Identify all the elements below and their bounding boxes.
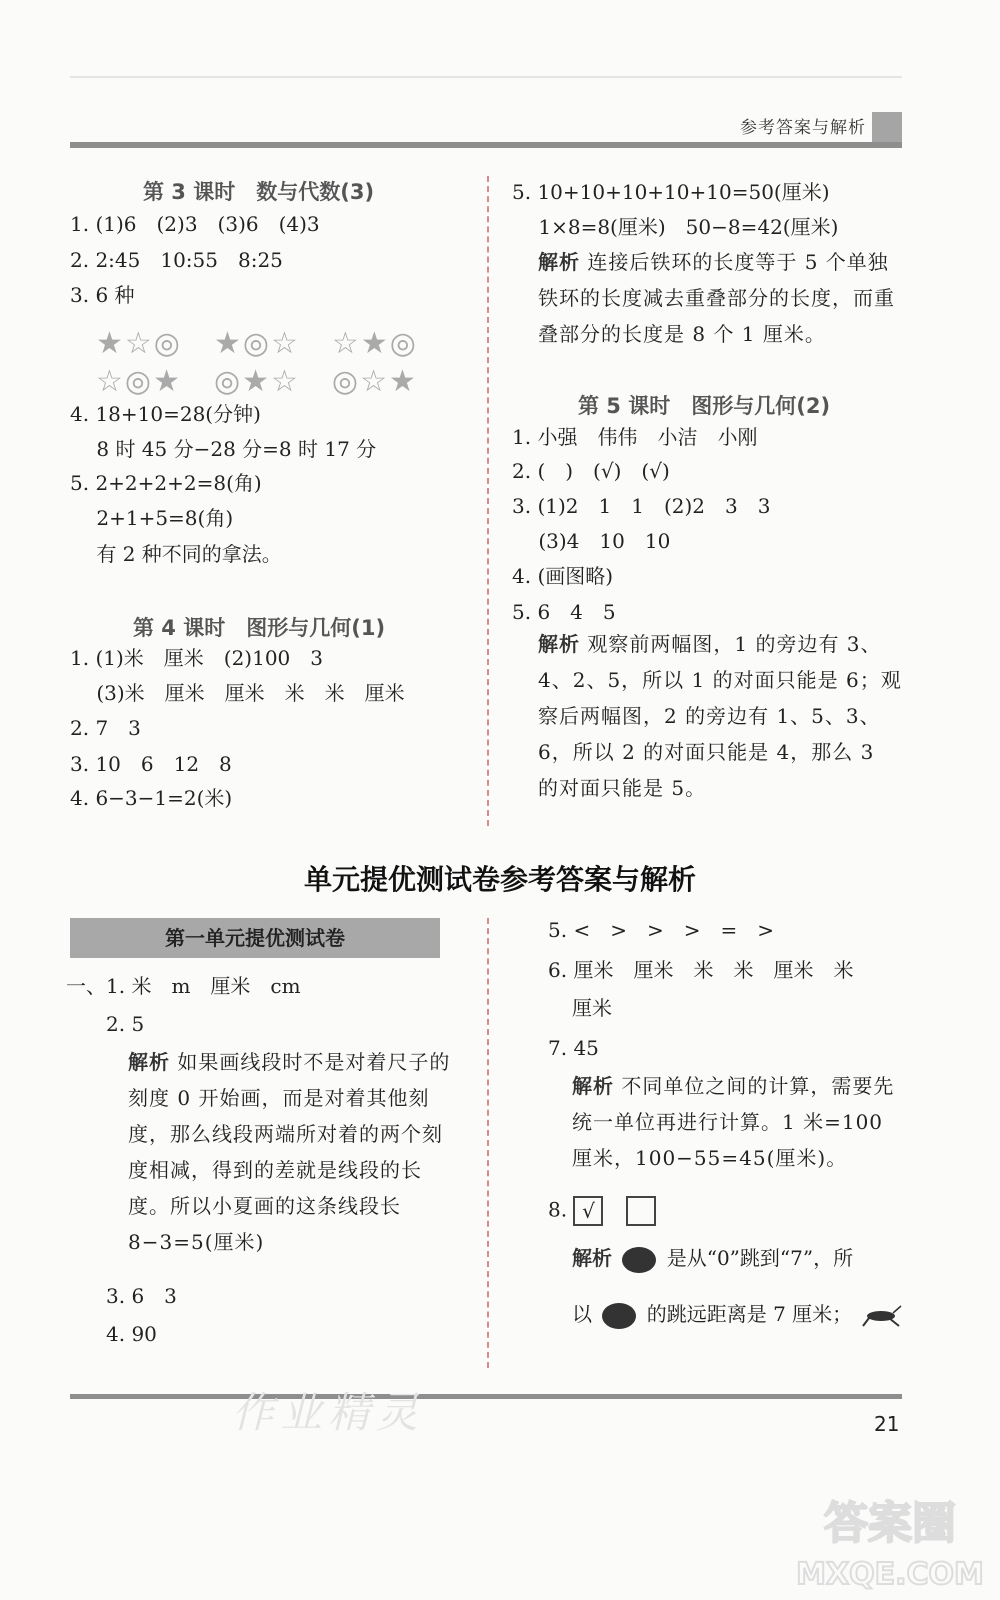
lesson5-title: 第 5 课时 图形与几何(2): [578, 394, 831, 418]
unit-q8-jiexi-a: 是从“0”跳到“7”，所: [666, 1246, 854, 1270]
unit-q1: 一、1. 米 m 厘米 cm: [66, 974, 301, 998]
stars-row-1: ★☆◎ ★◎☆ ☆★◎: [96, 326, 418, 361]
unit-q8-jiexi-line2: [572, 1302, 903, 1329]
l4-line-2: (3)米 厘米 厘米 米 米 厘米: [70, 681, 405, 705]
unit-q7-jiexi-text: 不同单位之间的计算，需要先统一单位再进行计算。1 米=100 厘米，100−55=45(厘米)。: [572, 1074, 895, 1170]
l3-line-7: 2+1+5=8(角): [70, 506, 234, 530]
unit-q7-jiexi-label: 解析: [572, 1074, 614, 1098]
l5-line-6: 5. 6 4 5: [512, 600, 616, 624]
l4-line-5: 4. 6−3−1=2(米): [70, 786, 233, 810]
l5-jiexi-text: 观察前两幅图，1 的旁边有 3、4、2、5，所以 1 的对面只能是 6；观察后两幅图，2 的旁边有 1、5、3、6，所以 2 的对面只能是 4，那么 3 的对面只能是 5。: [538, 632, 902, 800]
unit-q6b: 厘米: [572, 996, 612, 1020]
l3-line-2: 2. 2:45 10:55 8:25: [70, 248, 283, 272]
r5-jiexi-text: 连接后铁环的长度等于 5 个单独铁环的长度减去重叠部分的长度，而重叠部分的长度是 8 个 1 厘米。: [538, 250, 895, 346]
l3-line-4: 4. 18+10=28(分钟): [70, 402, 261, 426]
r5-jiexi: [538, 244, 902, 352]
l5-line-1: 1. 小强 伟伟 小洁 小刚: [512, 425, 758, 449]
section-title: 单元提优测试卷参考答案与解析: [303, 863, 696, 896]
l5-line-5: 4. (画图略): [512, 564, 614, 588]
top-rule: [70, 76, 902, 78]
bottom-rule: [70, 1394, 902, 1399]
l5-line-4: (3)4 10 10: [512, 529, 671, 553]
lesson4-title: 第 4 课时 图形与几何(1): [133, 616, 386, 640]
unit-q7: 7. 45: [548, 1036, 599, 1060]
unit-q7-jiexi: [572, 1068, 904, 1176]
lesson3-title: 第 3 课时 数与代数(3): [143, 180, 375, 204]
unit-q8-jiexi-b1: 以: [572, 1302, 592, 1326]
unit-q8-jiexi-label: 解析: [572, 1246, 612, 1270]
column-divider-bottom: [487, 918, 489, 1368]
svg-text:MXQE.COM: MXQE.COM: [796, 1557, 984, 1592]
r5-line-2: 1×8=8(厘米) 50−8=42(厘米): [512, 215, 839, 239]
unit-q2-jiexi-text: 如果画线段时不是对着尺子的刻度 0 开始画，而是对着其他刻度，那么线段两端所对着的两个刻度相减，得到的差就是线段的长度。所以小夏画的这条线段长 8−3=5(厘米): [128, 1050, 451, 1254]
l3-line-5: 8 时 45 分−28 分=8 时 17 分: [70, 437, 377, 461]
header-title: 参考答案与解析: [740, 118, 866, 138]
ladybug-icon: [602, 1303, 636, 1329]
l5-line-3: 3. (1)2 1 1 (2)2 3 3: [512, 494, 771, 518]
l5-jiexi-label: 解析: [538, 632, 580, 656]
unit-q8: [548, 1196, 672, 1226]
unit-q8-jiexi-b2: 的跳远距离是 7 厘米；: [646, 1302, 853, 1326]
header-rule: [70, 142, 902, 148]
watermark: 作业精灵: [232, 1388, 425, 1437]
unit-q4: 4. 90: [106, 1322, 157, 1346]
stars-row-2: ☆◎★ ◎★☆ ◎☆★: [96, 364, 418, 399]
grasshopper-icon: [859, 1304, 903, 1328]
unit-q2-jiexi-label: 解析: [128, 1050, 170, 1074]
r5-jiexi-label: 解析: [538, 250, 580, 274]
l5-jiexi: [538, 626, 902, 806]
svg-text:答案圈: 答案圈: [824, 1498, 956, 1549]
page-number: 21: [874, 1412, 900, 1436]
mxqe-logo: [790, 1478, 990, 1598]
unit-q6a: 6. 厘米 厘米 米 米 厘米 米: [548, 958, 854, 982]
l3-line-3: 3. 6 种: [70, 283, 135, 307]
l4-line-3: 2. 7 3: [70, 716, 141, 740]
column-divider-top: [487, 176, 489, 826]
l5-line-2: 2. ( ) (√) (√): [512, 459, 670, 483]
l3-line-8: 有 2 种不同的拿法。: [70, 542, 282, 566]
unit-q5: 5. < > > > = >: [548, 918, 774, 942]
unit-q3: 3. 6 3: [106, 1284, 177, 1308]
ladybug-icon: [622, 1247, 656, 1273]
checkbox-checked: √: [573, 1196, 603, 1226]
checkbox-empty: [626, 1196, 656, 1226]
unit-q2-jiexi: [128, 1044, 458, 1260]
l4-line-4: 3. 10 6 12 8: [70, 752, 232, 776]
unit-q2: 2. 5: [106, 1012, 145, 1036]
l3-line-6: 5. 2+2+2+2=8(角): [70, 471, 262, 495]
unit-q8-jiexi-line1: [572, 1246, 853, 1273]
l4-line-1: 1. (1)米 厘米 (2)100 3: [70, 646, 323, 670]
unit-q8-label: 8.: [548, 1197, 568, 1222]
unit-bar: 第一单元提优测试卷: [70, 918, 440, 958]
header-block: [872, 112, 902, 142]
l3-line-1: 1. (1)6 (2)3 (3)6 (4)3: [70, 212, 320, 236]
r5-line-1: 5. 10+10+10+10+10=50(厘米): [512, 180, 830, 204]
